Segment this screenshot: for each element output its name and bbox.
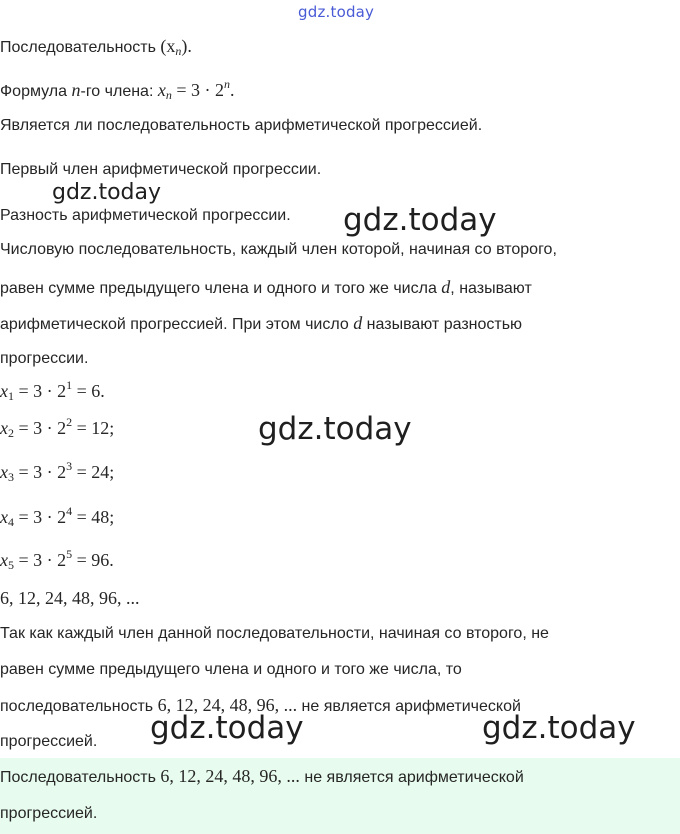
conclusion-line-2: равен сумме предыдущего члена и одного и того же числа, то: [0, 661, 462, 678]
definition-line-2: равен сумме предыдущего члена и одного и того же числа d, называют: [0, 277, 532, 297]
term-x3: $x_3 = 3 \cdot 2^3 = 24$;: [0, 459, 115, 484]
answer-line-1: Последовательность 6, 12, 24, 48, 96, ... не является арифметической: [0, 766, 524, 786]
formula-mid: -го члена:: [80, 83, 154, 100]
definition-line-3: арифметической прогрессией. При этом число d называют разностью: [0, 313, 523, 333]
sequence-label: Последовательность: [0, 39, 156, 56]
watermark-5: gdz.today: [482, 710, 636, 746]
formula-line: [0, 77, 235, 102]
watermark-1: gdz.today: [52, 180, 162, 205]
watermark-3: gdz.today: [258, 411, 412, 447]
conclusion-line-1: Так как каждый член данной последовательности, начиная со второго, не: [0, 625, 549, 642]
conclusion-line-4: прогрессией.: [0, 733, 98, 750]
term-x5: $x_5 = 3 \cdot 2^5 = 96$.: [0, 547, 114, 572]
watermark-2: gdz.today: [343, 202, 497, 238]
answer-box: [0, 758, 680, 834]
formula-math: $x_n = 3 \cdot 2^n$.: [157, 77, 235, 102]
question-difference: Разность арифметической прогрессии.: [0, 207, 291, 224]
definition-line-4: прогрессии.: [0, 350, 89, 367]
question-arithmetic: Является ли последовательность арифметической прогрессией.: [0, 117, 483, 134]
conclusion-line-3: последовательность 6, 12, 24, 48, 96, ... не является арифметической: [0, 695, 521, 715]
formula-n: n: [71, 80, 81, 100]
term-x2: $x_2 = 3 \cdot 2^2 = 12$;: [0, 415, 115, 440]
term-x1: $x_1 = 3 \cdot 2^1 = 6$.: [0, 378, 105, 403]
sequence-symbol: $(x_n)$.: [160, 36, 192, 58]
sequence-values: 6, 12, 24, 48, 96, ...: [0, 588, 140, 608]
question-first-term: Первый член арифметической прогрессии.: [0, 161, 322, 178]
formula-label: Формула: [0, 83, 68, 100]
watermark-top: gdz.today: [298, 3, 375, 21]
definition-line-1: Числовую последовательность, каждый член которой, начиная со второго,: [0, 241, 557, 258]
watermark-4: gdz.today: [150, 710, 304, 746]
sequence-title: [0, 36, 192, 58]
term-x4: $x_4 = 3 \cdot 2^4 = 48$;: [0, 504, 115, 529]
answer-line-2: прогрессией.: [0, 805, 98, 822]
